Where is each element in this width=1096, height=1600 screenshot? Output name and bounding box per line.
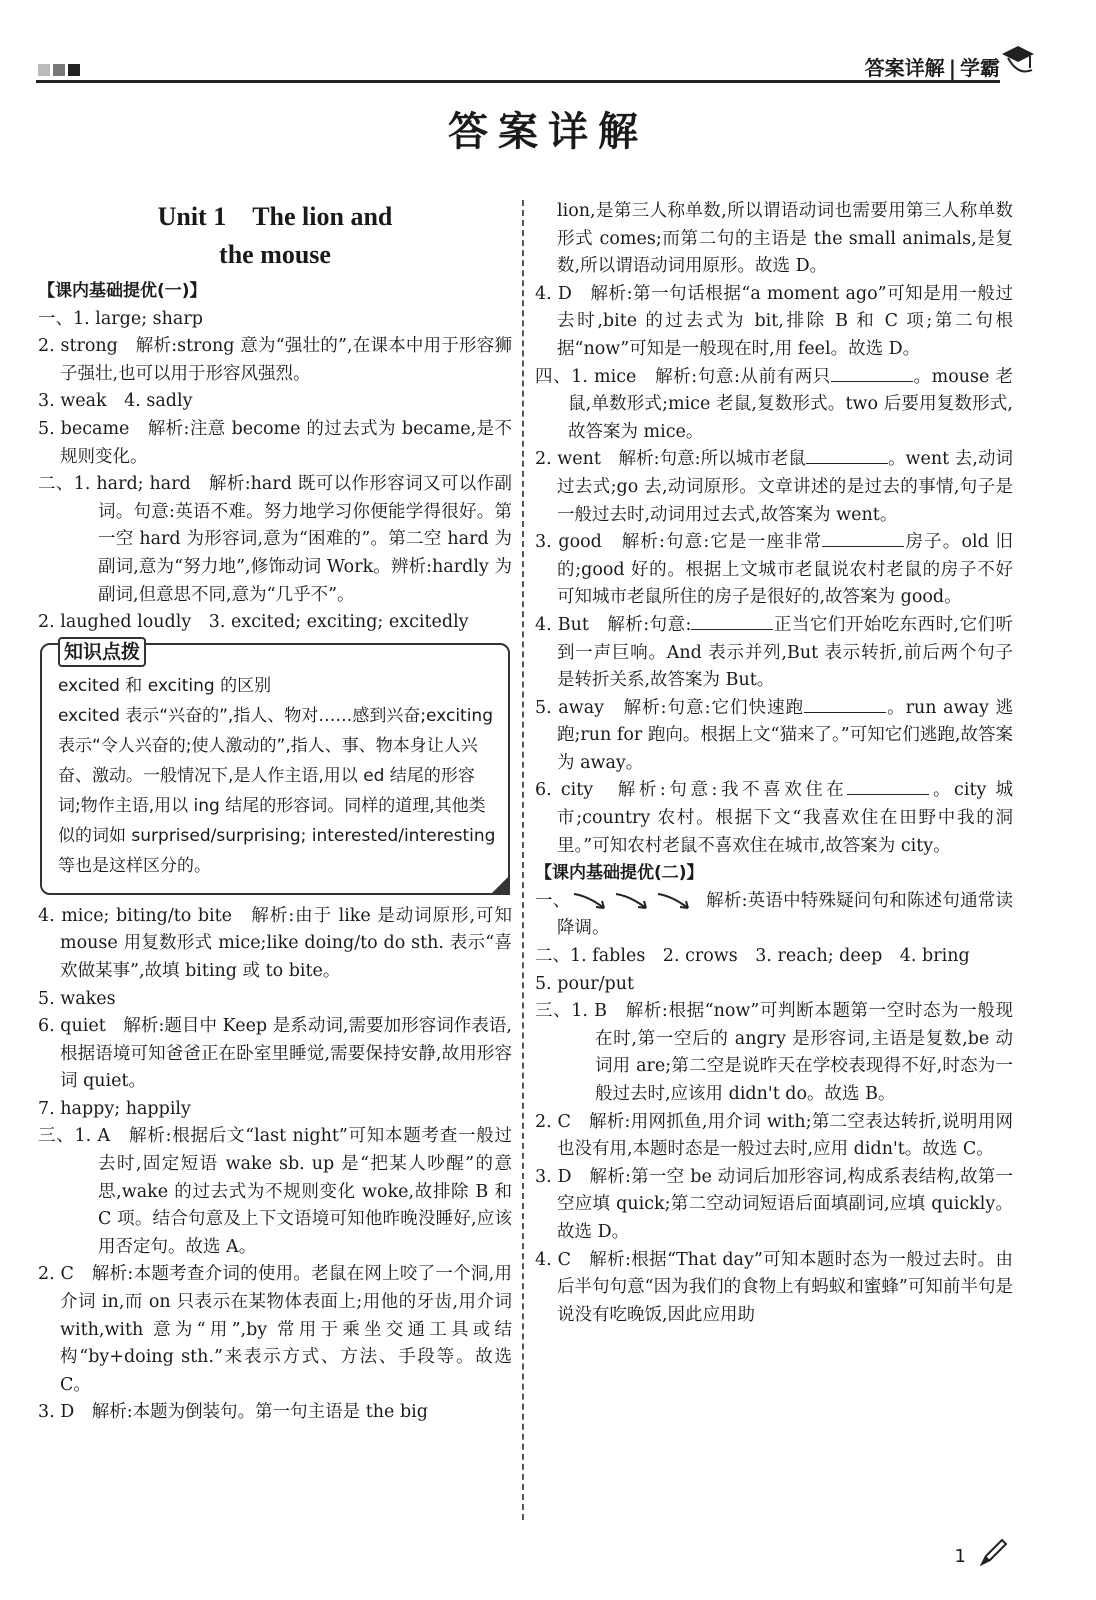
falling-intonation-arrows-icon bbox=[570, 890, 700, 912]
answer-line: 4. D 解析:第一句话根据“a moment ago”可知是用一般过去时,bite 的过去式为 bit,排除 B 和 C 项;第二句根据“now”可知是一般现在时,用 feel。故选 D。 bbox=[535, 283, 1013, 359]
answer-line: 三、1. A 解析:根据后文“last night”可知本题考查一般过去时,固定短语 wake sb. up 是“把某人吵醒”的意思,wake 的过去式为不规则变化 woke,故排除 B 和 C 项。结合句意及上下文语境可知他昨晚没睡好,应该用否定句。故选 A。 bbox=[38, 1126, 512, 1257]
answer-line: 6. quiet 解析:题目中 Keep 是系动词,需要加形容词作表语,根据语境可知爸爸正在卧室里睡觉,需要保持安静,故用形容词 quiet。 bbox=[38, 1016, 512, 1092]
answer-line: 三、1. B 解析:根据“now”可判断本题第一空时态为一般现在时,第一空后的 angry 是形容词,主语是复数,be 动词用 are;第二空是说昨天在学校表现得不好,时态为一般过去时,应该用 didn't do。故选 B。 bbox=[535, 1001, 1013, 1104]
answer-line: 4. But 解析:句意: 正当它们开始吃东西时,它们听到一声巨响。And 表示并列,But 表示转折,前后两个句子是转折关系,故答案为 But。 bbox=[535, 614, 1014, 691]
answer-line: 3. D 解析:第一空 be 动词后加形容词,构成系表结构,故第一空应填 quick;第二空动词短语后面填副词,应填 quickly。故选 D。 bbox=[535, 1166, 1013, 1242]
header-brand: 学霸 bbox=[960, 56, 1000, 80]
fill-blank bbox=[804, 698, 886, 713]
answer-line: 2. C 解析:本题考查介词的使用。老鼠在网上咬了一个洞,用介词 in,而 on 只表示在某物体表面上;用他的牙齿,用介词 with,with 意为“用”,by 常用于乘坐交通工具或结构“by+doing sth.”来表示方式、方法、手段等。故选 C。 bbox=[38, 1264, 512, 1395]
graduation-cap-icon bbox=[998, 40, 1038, 80]
fill-blank bbox=[822, 532, 904, 547]
answer-line: 4. mice; biting/to bite 解析:由于 like 是动词原形,可知 mouse 用复数形式 mice;like doing/to do sth. 表示“喜欢做某事”,故填 biting 或 to bite。 bbox=[38, 905, 512, 981]
answer-line: 5. wakes bbox=[38, 988, 116, 1009]
fill-blank bbox=[806, 449, 888, 464]
answer-line: 5. became 解析:注意 become 的过去式为 became,是不规则变化。 bbox=[38, 418, 512, 467]
unit-title-line2: the mouse bbox=[219, 240, 331, 269]
fill-blank bbox=[847, 780, 929, 795]
answer-line: 7. happy; happily bbox=[38, 1098, 191, 1119]
answer-line: 2. laughed loudly 3. excited; exciting; excitedly bbox=[38, 612, 469, 633]
answer-line: 2. strong 解析:strong 意为“强壮的”,在课本中用于形容狮子强壮,也可以用于形容风强烈。 bbox=[38, 336, 512, 384]
unit-title bbox=[38, 198, 512, 274]
fill-blank bbox=[831, 367, 913, 382]
header-separator: | bbox=[948, 56, 956, 80]
unit-title-line1: Unit 1 The lion and bbox=[157, 202, 393, 231]
answer-line: 5. pour/put bbox=[535, 973, 635, 994]
header-squares bbox=[38, 64, 80, 76]
answer-line: lion,是第三人称单数,所以谓语动词也需要用第三人称单数形式 comes;而第二句的主语是 the small animals,是复数,所以谓语动词用原形。故选 D。 bbox=[557, 201, 1013, 277]
tip-body: excited 表示“兴奋的”,指人、物对……感到兴奋;exciting 表示“令人兴奋的;使人激动的”,指人、事、物本身让人兴奋、激动。一般情况下,是人作主语,用以 ed 结尾的形容词;物作主语,用以 ing 结尾的形容词。同样的道理,其他类似的词如 surprised/surprising; interested/interesting 等也是这样区分的。 bbox=[58, 705, 496, 876]
left-column bbox=[38, 196, 512, 1427]
header-right bbox=[865, 52, 1000, 81]
column-divider bbox=[522, 200, 524, 1520]
answer-line: 3. good 解析:句意:它是一座非常 房子。old 旧的;good 好的。根据上文城市老鼠说农村老鼠的房子不好可知城市老鼠所住的房子是很好的,故答案为 good。 bbox=[535, 532, 1013, 608]
pencil-icon bbox=[978, 1536, 1010, 1568]
header-rule bbox=[36, 80, 1000, 83]
answer-line: 4. C 解析:根据“That day”可知本题时态为一般过去时。由后半句句意“因为我们的食物上有蚂蚁和蜜蜂”可知前半句是说没有吃晚饭,因此应用助 bbox=[535, 1249, 1013, 1325]
answer-line: 3. D 解析:本题为倒装句。第一句主语是 the big bbox=[38, 1402, 428, 1423]
answer-line: 2. went 解析:句意:所以城市老鼠 。went 去,动词过去式;go 去,动词原形。文章讲述的是过去的事情,句子是一般过去时,动词用过去式,故答案为 went。 bbox=[535, 449, 1013, 525]
answer-line: 二、1. hard; hard 解析:hard 既可以作形容词又可以作副词。句意:英语不难。努力地学习你便能学得很好。第一空 hard 为形容词,意为“困难的”。第二空 hard 为副词,意为“努力地”,修饰动词 Work。辨析:hardly 为副词,但意思不同,意为“几乎不”。 bbox=[38, 474, 512, 605]
answer-line: 四、1. mice 解析:句意:从前有两只 。mouse 老鼠,单数形式;mice 老鼠,复数形式。two 后要用复数形式,故答案为 mice。 bbox=[535, 366, 1013, 442]
answer-line: 3. weak 4. sadly bbox=[38, 391, 193, 412]
answer-line: 二、1. fables 2. crows 3. reach; deep 4. bring bbox=[535, 946, 970, 967]
answer-line: 一、 解析:英语中特殊疑问句和陈述句通常读降调。 bbox=[535, 890, 1013, 939]
answer-line: 6. city 解析:句意:我不喜欢住在 。city 城市;country 农村。根据下文“我喜欢住在田野中我的洞里。”可知农村老鼠不喜欢住在城市,故答案为 city。 bbox=[535, 780, 1013, 856]
header-section: 答案详解 bbox=[864, 56, 945, 80]
page-title: 答案详解 bbox=[448, 109, 648, 155]
answer-line: 5. away 解析:句意:它们快速跑 。run away 逃跑;run for 跑向。根据上文“猫来了。”可知它们逃跑,故答案为 away。 bbox=[535, 697, 1013, 773]
fill-blank bbox=[691, 615, 773, 630]
tip-heading: excited 和 exciting 的区别 bbox=[58, 675, 272, 696]
tip-title: 知识点拨 bbox=[58, 637, 146, 667]
knowledge-tip-box bbox=[40, 640, 510, 895]
right-column bbox=[535, 198, 1013, 1329]
page-number: 1 bbox=[954, 1546, 966, 1567]
answer-line: 一、1. large; sharp bbox=[38, 308, 203, 329]
section-heading-1: 【课内基础提优(一)】 bbox=[38, 281, 207, 301]
section-heading-2: 【课内基础提优(二)】 bbox=[535, 863, 704, 884]
corner-decoration bbox=[490, 875, 510, 895]
answer-line: 2. C 解析:用网抓鱼,用介词 with;第二空表达转折,说明用网也没有用,本题时态是一般过去时,应用 didn't。故选 C。 bbox=[535, 1111, 1013, 1160]
